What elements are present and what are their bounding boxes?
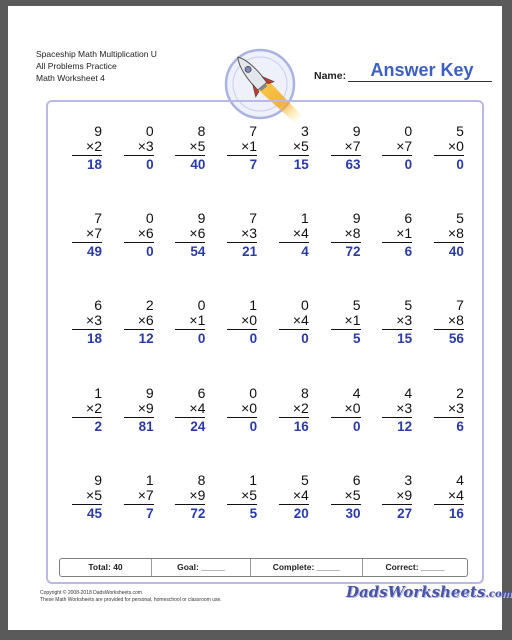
answer-line — [382, 242, 412, 243]
problem — [175, 473, 205, 521]
answer: 4 — [301, 244, 309, 260]
answer: 63 — [345, 157, 361, 172]
problem — [175, 124, 205, 172]
answer-line — [124, 242, 154, 243]
multiplicand: 8 — [197, 123, 206, 139]
problem — [434, 473, 464, 521]
problem — [72, 386, 102, 434]
multiplicand: 5 — [456, 210, 464, 227]
answer-line — [434, 242, 464, 243]
multiplier: ×4 — [292, 486, 309, 503]
answer: 0 — [146, 157, 154, 172]
logo-text: DadsWorksheets — [346, 583, 486, 601]
answer-line — [227, 329, 257, 330]
worksheet-page — [8, 6, 512, 630]
answer-line — [434, 155, 464, 156]
answer-line — [331, 504, 361, 505]
answer: 6 — [456, 418, 464, 434]
multiplier: ×1 — [396, 225, 413, 242]
problem — [279, 124, 309, 172]
problem — [331, 124, 361, 172]
answer: 0 — [197, 331, 206, 347]
answer: 18 — [86, 157, 102, 172]
problem — [434, 386, 464, 434]
multiplier: ×1 — [344, 312, 361, 329]
multiplier: ×4 — [447, 486, 464, 503]
answer-line — [124, 329, 154, 330]
answer-line — [434, 329, 464, 330]
problem — [434, 211, 464, 259]
multiplicand: 6 — [352, 471, 361, 488]
multiplier: ×6 — [137, 312, 154, 329]
answer: 0 — [249, 331, 258, 347]
answer: 0 — [249, 418, 258, 434]
answer-line — [175, 504, 205, 505]
multiplier: ×4 — [189, 399, 206, 416]
multiplicand: 5 — [301, 471, 309, 488]
worksheet-subtitle: All Problems Practice — [36, 61, 117, 71]
answer: 54 — [190, 244, 206, 260]
problem — [124, 298, 154, 346]
answer-line — [279, 242, 309, 243]
answer: 56 — [448, 331, 464, 347]
answer-line — [124, 155, 154, 156]
multiplier: ×0 — [241, 312, 258, 329]
multiplicand: 1 — [94, 384, 102, 401]
multiplicand: 0 — [197, 297, 206, 314]
answer-line — [279, 504, 309, 505]
answer-line — [331, 155, 361, 156]
multiplier: ×5 — [189, 138, 206, 154]
answer: 18 — [86, 331, 102, 347]
multiplicand: 9 — [197, 210, 206, 227]
name-label: Name: — [314, 70, 347, 82]
multiplier: ×4 — [292, 312, 309, 329]
name-line — [348, 81, 492, 82]
worksheet-info — [36, 48, 157, 84]
problem — [124, 386, 154, 434]
problem — [331, 298, 361, 346]
multiplicand: 1 — [301, 210, 309, 227]
multiplier: ×7 — [137, 486, 154, 503]
multiplicand: 7 — [94, 210, 102, 227]
problem — [382, 211, 412, 259]
answer: 7 — [249, 157, 258, 172]
problem — [279, 211, 309, 259]
usage-line: These Math Worksheets are provided for personal, homeschool or classroom use. — [40, 596, 222, 603]
multiplier: ×2 — [292, 399, 309, 416]
answer: 15 — [397, 331, 413, 347]
multiplier: ×9 — [137, 399, 154, 416]
multiplier: ×5 — [344, 486, 361, 503]
multiplier: ×0 — [447, 138, 464, 154]
multiplicand: 9 — [352, 210, 361, 227]
multiplier: ×3 — [137, 138, 154, 154]
multiplicand: 3 — [301, 123, 309, 139]
answer-line — [331, 242, 361, 243]
multiplier: ×8 — [344, 225, 361, 242]
multiplicand: 5 — [352, 297, 361, 314]
answer: 6 — [404, 244, 413, 260]
multiplicand: 6 — [197, 384, 206, 401]
answer: 0 — [146, 244, 154, 260]
answer-line — [279, 155, 309, 156]
correct-field: Correct: _____ — [385, 562, 445, 572]
answer: 0 — [301, 331, 309, 347]
multiplicand: 9 — [352, 123, 361, 139]
multiplicand: 7 — [456, 297, 464, 314]
answer: 40 — [190, 157, 206, 172]
multiplier: ×8 — [447, 312, 464, 329]
multiplicand: 6 — [404, 210, 413, 227]
problem — [434, 298, 464, 346]
answer-line — [227, 155, 257, 156]
multiplicand: 1 — [145, 471, 154, 488]
copyright-notice — [40, 590, 222, 603]
multiplicand: 5 — [404, 297, 413, 314]
multiplier: ×0 — [344, 399, 361, 416]
answer-key-title: Answer Key — [370, 60, 474, 80]
problem — [72, 473, 102, 521]
multiplier: ×7 — [86, 225, 102, 242]
answer-line — [434, 417, 464, 418]
multiplier: ×3 — [447, 399, 464, 416]
answer-line — [72, 417, 102, 418]
answer: 15 — [293, 157, 309, 172]
multiplicand: 0 — [404, 123, 413, 139]
multiplicand: 0 — [249, 384, 258, 401]
multiplicand: 8 — [301, 384, 309, 401]
answer: 27 — [397, 505, 413, 521]
answer: 2 — [94, 418, 102, 434]
problem — [331, 211, 361, 259]
goal-field: Goal: _____ — [177, 562, 225, 572]
problem — [382, 386, 412, 434]
answer: 45 — [86, 505, 102, 521]
answer-line — [331, 329, 361, 330]
problem — [124, 473, 154, 521]
answer: 0 — [404, 157, 413, 172]
multiplicand: 1 — [249, 297, 258, 314]
multiplicand: 7 — [249, 123, 258, 139]
multiplicand: 0 — [301, 297, 309, 314]
multiplicand: 9 — [145, 384, 154, 401]
problem-grid — [48, 102, 482, 582]
multiplier: ×7 — [396, 138, 413, 154]
score-footer — [59, 558, 468, 577]
multiplicand: 4 — [456, 471, 464, 488]
multiplier: ×2 — [86, 138, 102, 154]
problem — [72, 124, 102, 172]
problem — [382, 124, 412, 172]
complete-field: Complete: _____ — [272, 562, 341, 572]
problem — [279, 386, 309, 434]
multiplier: ×3 — [396, 312, 413, 329]
multiplier: ×1 — [241, 138, 258, 154]
multiplier: ×3 — [241, 225, 258, 242]
multiplier: ×0 — [241, 399, 258, 416]
problem — [124, 211, 154, 259]
multiplier: ×5 — [86, 486, 102, 503]
problem — [279, 473, 309, 521]
problem — [382, 473, 412, 521]
answer-line — [175, 242, 205, 243]
answer: 21 — [242, 244, 258, 260]
problem — [227, 211, 257, 259]
answer-line — [227, 242, 257, 243]
answer: 40 — [448, 244, 464, 260]
multiplier: ×1 — [189, 312, 206, 329]
answer-line — [175, 329, 205, 330]
worksheet-number: Math Worksheet 4 — [36, 73, 105, 83]
multiplier: ×3 — [396, 399, 413, 416]
answer: 12 — [138, 331, 154, 347]
problem — [331, 386, 361, 434]
multiplicand: 7 — [249, 210, 258, 227]
answer: 7 — [146, 505, 154, 521]
problem — [382, 298, 412, 346]
answer-line — [227, 504, 257, 505]
problem — [72, 211, 102, 259]
answer-line — [175, 417, 205, 418]
multiplicand: 5 — [456, 123, 464, 139]
answer-line — [124, 504, 154, 505]
problem — [227, 298, 257, 346]
site-logo — [346, 583, 512, 601]
answer: 24 — [190, 418, 206, 434]
answer: 16 — [293, 418, 309, 434]
multiplicand: 3 — [404, 471, 413, 488]
answer: 30 — [345, 505, 361, 521]
answer-line — [72, 329, 102, 330]
problem — [72, 298, 102, 346]
answer: 20 — [293, 505, 309, 521]
problem — [279, 298, 309, 346]
multiplicand: 2 — [456, 384, 464, 401]
problem-frame — [46, 100, 484, 584]
multiplier: ×4 — [292, 225, 309, 242]
answer: 5 — [352, 331, 361, 347]
answer-line — [382, 504, 412, 505]
multiplicand: 9 — [94, 123, 102, 139]
multiplicand: 2 — [145, 297, 154, 314]
problem — [124, 124, 154, 172]
multiplicand: 6 — [94, 297, 102, 314]
answer: 0 — [456, 157, 464, 172]
answer-line — [279, 417, 309, 418]
multiplier: ×2 — [86, 399, 102, 416]
multiplier: ×7 — [344, 138, 361, 154]
copyright-line: Copyright © 2008-2018 DadsWorksheets.com — [40, 590, 142, 596]
multiplier: ×3 — [86, 312, 102, 329]
problem — [434, 124, 464, 172]
answer-line — [279, 329, 309, 330]
total-count: Total: 40 — [88, 562, 123, 572]
multiplier: ×5 — [292, 138, 309, 154]
answer-line — [227, 417, 257, 418]
multiplicand: 4 — [404, 384, 413, 401]
problem — [175, 211, 205, 259]
multiplicand: 0 — [145, 123, 154, 139]
answer-line — [72, 155, 102, 156]
answer-line — [382, 155, 412, 156]
answer: 72 — [345, 244, 361, 260]
answer-line — [124, 417, 154, 418]
multiplier: ×5 — [241, 486, 258, 503]
multiplier: ×6 — [137, 225, 154, 242]
answer: 5 — [249, 505, 258, 521]
worksheet-title: Spaceship Math Multiplication U — [36, 49, 157, 59]
answer-line — [72, 242, 102, 243]
answer-line — [175, 155, 205, 156]
multiplicand: 0 — [145, 210, 154, 227]
problem — [227, 386, 257, 434]
answer: 49 — [86, 244, 102, 260]
problem — [227, 124, 257, 172]
multiplier: ×9 — [396, 486, 413, 503]
problem — [227, 473, 257, 521]
answer-line — [72, 504, 102, 505]
multiplicand: 1 — [249, 471, 258, 488]
answer: 72 — [190, 505, 206, 521]
multiplicand: 9 — [94, 471, 102, 488]
problem — [175, 386, 205, 434]
problem — [175, 298, 205, 346]
answer: 16 — [448, 505, 464, 521]
logo-suffix: .com — [485, 589, 512, 600]
answer: 0 — [352, 418, 361, 434]
multiplier: ×8 — [447, 225, 464, 242]
answer-line — [382, 329, 412, 330]
problem — [331, 473, 361, 521]
multiplier: ×6 — [189, 225, 206, 242]
multiplier: ×9 — [189, 486, 206, 503]
answer: 12 — [397, 418, 413, 434]
name-area — [314, 58, 492, 84]
answer-line — [382, 417, 412, 418]
answer-line — [331, 417, 361, 418]
answer-line — [434, 504, 464, 505]
multiplicand: 8 — [197, 471, 206, 488]
multiplicand: 4 — [352, 384, 361, 401]
answer: 81 — [138, 418, 154, 434]
